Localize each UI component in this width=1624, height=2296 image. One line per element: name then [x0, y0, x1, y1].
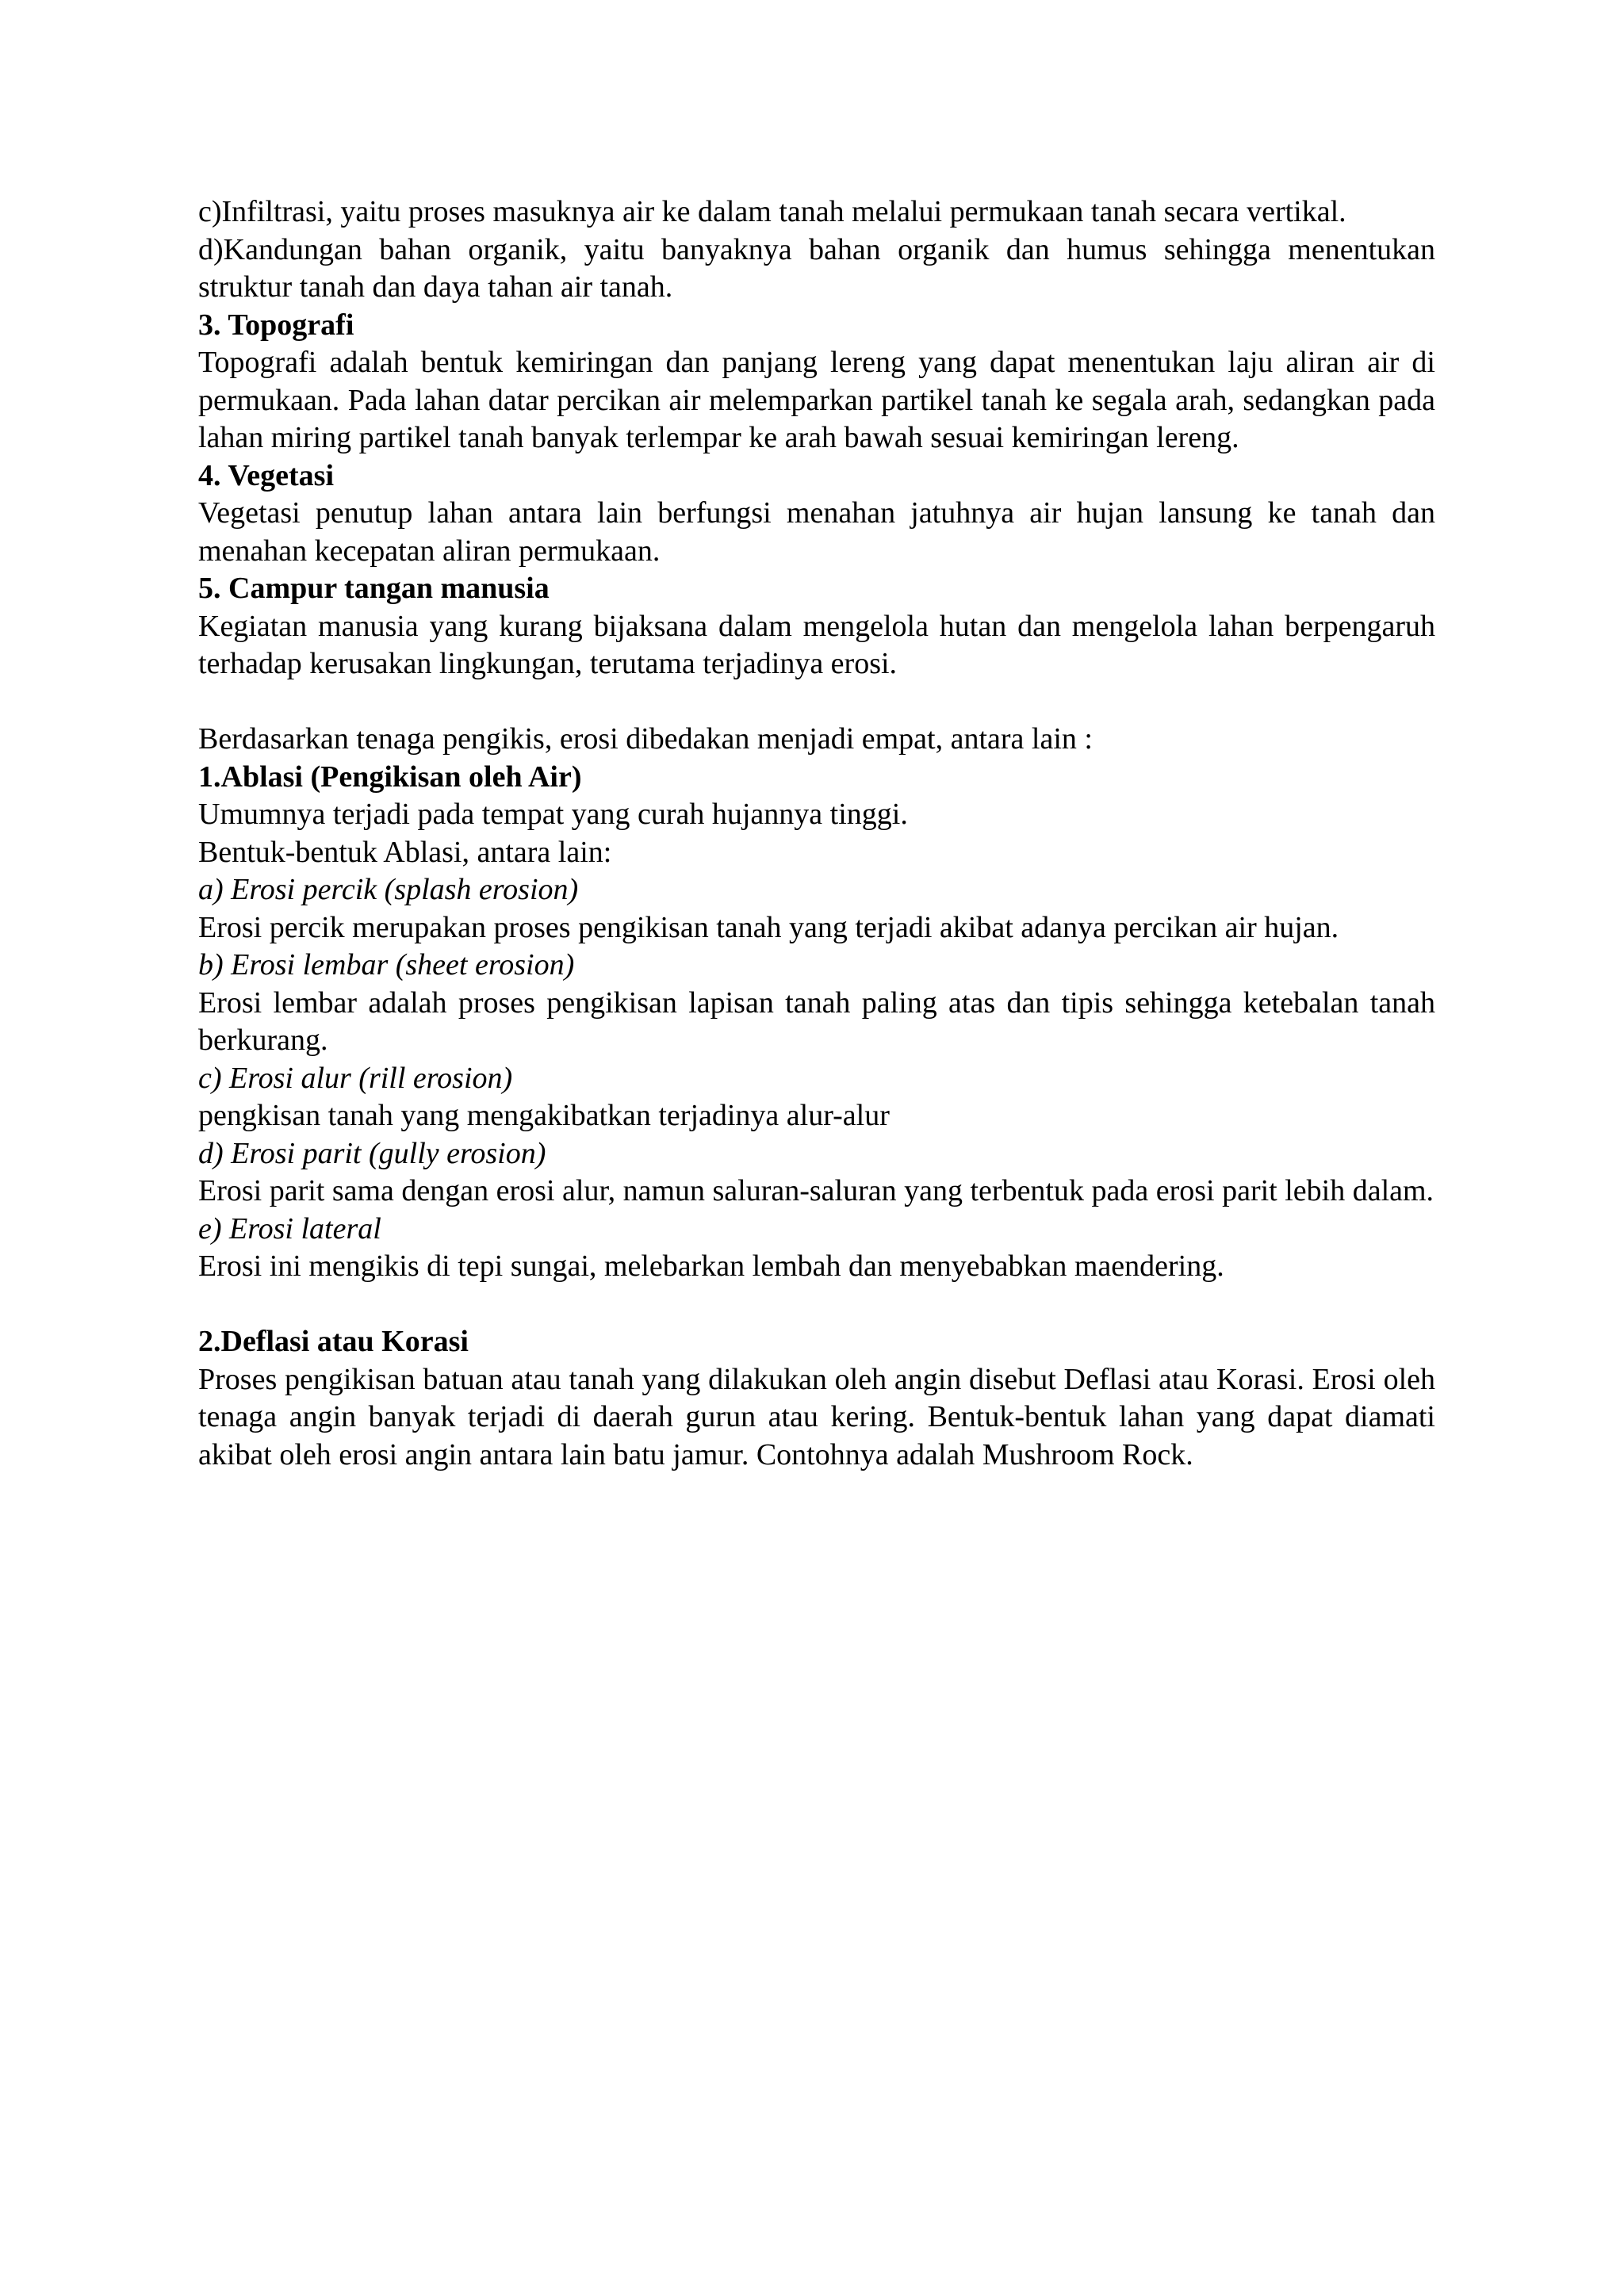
heading-campur-tangan: 5. Campur tangan manusia — [198, 572, 550, 605]
paragraph-erosi-alur: pengkisan tanah yang mengakibatkan terjadinya alur-alur — [198, 1099, 890, 1132]
heading-vegetasi: 4. Vegetasi — [198, 458, 334, 492]
paragraph-vegetasi: Vegetasi penutup lahan antara lain berfungsi menahan jatuhnya air hujan lansung ke tanah dan menahan kecepatan aliran permukaan. — [198, 496, 1435, 568]
subheading-erosi-parit: d) Erosi parit (gully erosion) — [198, 1136, 546, 1170]
spacer — [198, 683, 1435, 721]
paragraph-erosi-percik: Erosi percik merupakan proses pengikisan tanah yang terjadi akibat adanya percikan air hujan. — [198, 910, 1339, 944]
paragraph-intro-tenaga: Berdasarkan tenaga pengikis, erosi dibedakan menjadi empat, antara lain : — [198, 722, 1093, 756]
paragraph-erosi-lateral: Erosi ini mengikis di tepi sungai, melebarkan lembah dan menyebabkan maendering. — [198, 1249, 1224, 1283]
paragraph-ablasi-2: Bentuk-bentuk Ablasi, antara lain: — [198, 835, 612, 869]
paragraph-ablasi-1: Umumnya terjadi pada tempat yang curah hujannya tinggi. — [198, 798, 908, 831]
paragraph-erosi-lembar: Erosi lembar adalah proses pengikisan lapisan tanah paling atas dan tipis sehingga ketebalan tanah berkurang. — [198, 985, 1435, 1057]
paragraph-campur-tangan: Kegiatan manusia yang kurang bijaksana dalam mengelola hutan dan mengelola lahan berpengaruh terhadap kerusakan lingkungan, terutama terjadinya erosi. — [198, 609, 1435, 680]
subheading-erosi-lembar: b) Erosi lembar (sheet erosion) — [198, 948, 575, 982]
paragraph-topografi: Topografi adalah bentuk kemiringan dan panjang lereng yang dapat menentukan laju aliran air di permukaan. Pada lahan datar percikan air melemparkan partikel tanah ke segala arah, sedangkan pada lahan miring partikel tanah banyak terlempar ke arah bawah sesuai kemiringan lereng. — [198, 346, 1435, 454]
heading-topografi: 3. Topografi — [198, 308, 354, 342]
heading-ablasi: 1.Ablasi (Pengikisan oleh Air) — [198, 760, 582, 794]
spacer — [198, 1286, 1435, 1324]
paragraph-deflasi: Proses pengikisan batuan atau tanah yang dilakukan oleh angin disebut Deflasi atau Korasi. Erosi oleh tenaga angin banyak terjadi di daerah gurun atau kering. Bentuk-bentuk lahan yang dapat diamati akibat oleh erosi angin antara lain batu jamur. Contohnya adalah Mushroom Rock. — [198, 1362, 1435, 1471]
subheading-erosi-lateral: e) Erosi lateral — [198, 1211, 381, 1246]
paragraph-erosi-parit: Erosi parit sama dengan erosi alur, namun saluran-saluran yang terbentuk pada erosi parit lebih dalam. — [198, 1174, 1434, 1207]
heading-deflasi: 2.Deflasi atau Korasi — [198, 1325, 469, 1358]
subheading-erosi-alur: c) Erosi alur (rill erosion) — [198, 1061, 513, 1095]
paragraph-bahan-organik: d)Kandungan bahan organik, yaitu banyaknya bahan organik dan humus sehingga menentukan struktur tanah dan daya tahan air tanah. — [198, 232, 1435, 304]
paragraph-infiltrasi: c)Infiltrasi, yaitu proses masuknya air ke dalam tanah melalui permukaan tanah secara vertikal. — [198, 195, 1346, 228]
subheading-erosi-percik: a) Erosi percik (splash erosion) — [198, 873, 579, 906]
document-page — [198, 193, 1435, 1474]
